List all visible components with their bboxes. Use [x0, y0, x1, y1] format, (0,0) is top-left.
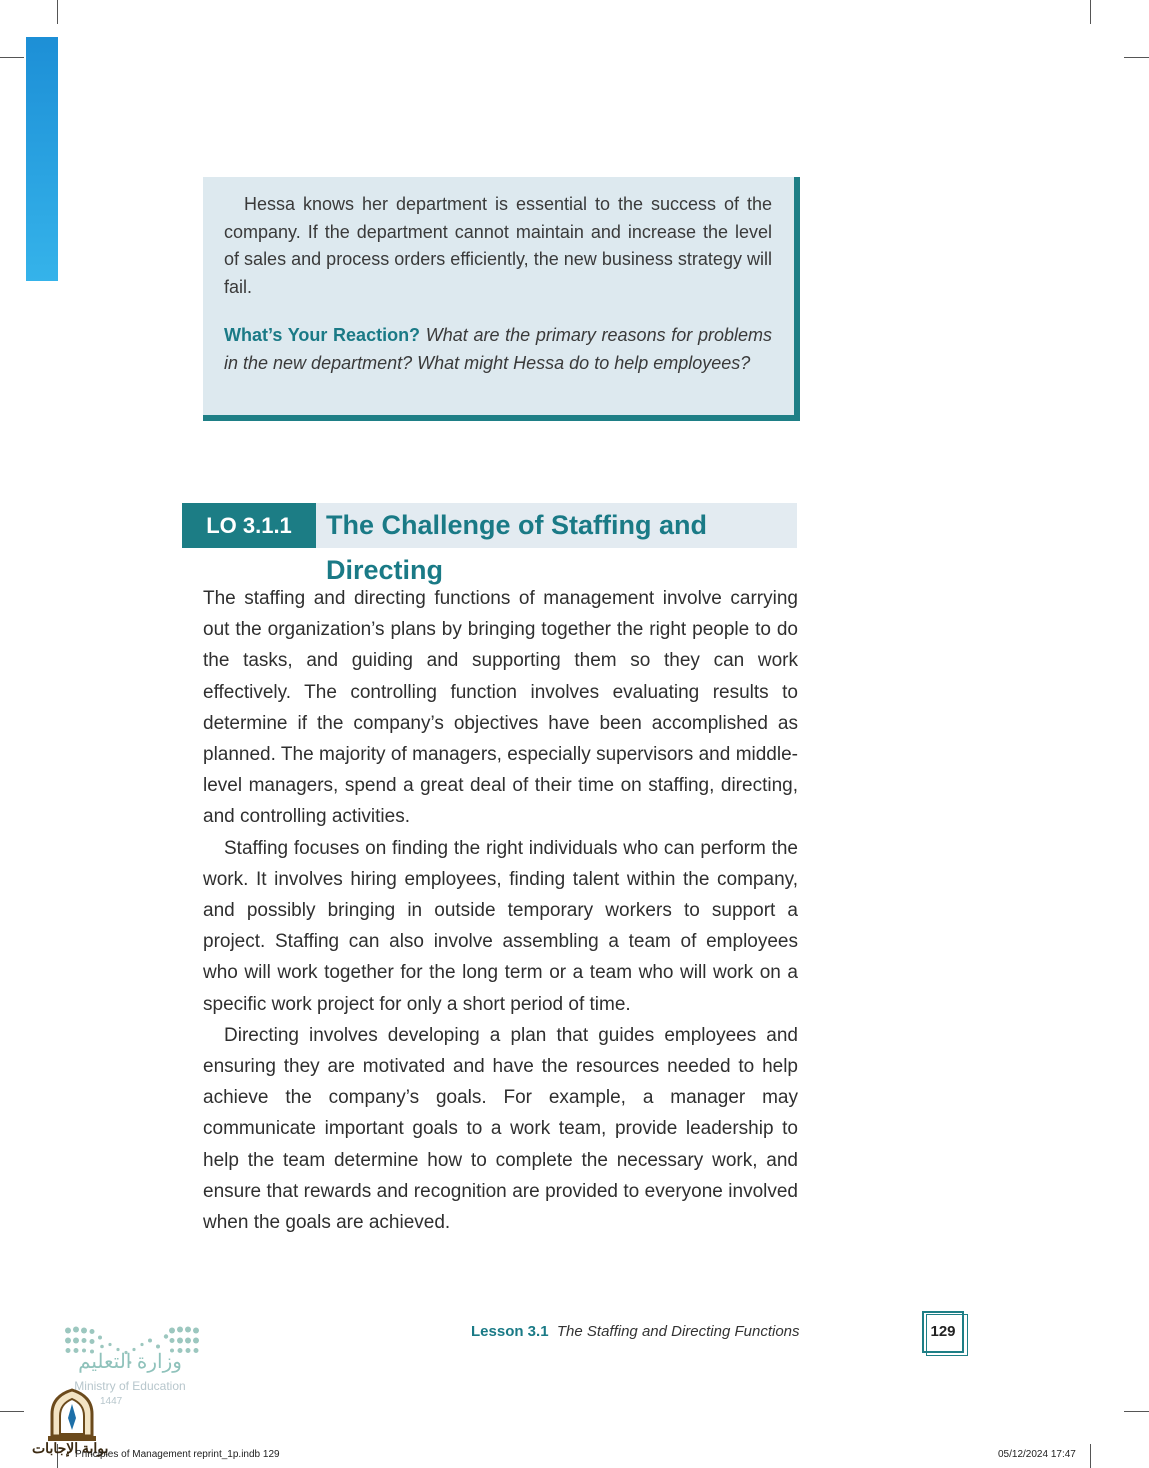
running-footer	[471, 1323, 800, 1340]
page-number: 129	[922, 1311, 964, 1353]
reaction-prompt	[224, 322, 772, 377]
body-paragraph: Staffing focuses on finding the right individuals who can perform the work. It involves hiring employees, finding talent within the company, and possibly bringing in outside temporary workers to support a project. Staffing can also involve assembling a team of employees who will work together for the long term or a team who will work on a specific work project for only a short period of time.	[203, 837, 798, 1015]
section-title: The Challenge of Staffing and Directing	[316, 503, 797, 548]
reaction-label: What’s Your Reaction?	[224, 325, 421, 345]
body-text	[203, 583, 798, 1238]
crop-mark	[1124, 1411, 1149, 1412]
ministry-name-english: Ministry of Education	[74, 1379, 186, 1393]
reaction-question: What are the primary reasons for problems in the new department? What might Hessa do to help employees?	[224, 325, 772, 373]
ministry-year: 1447	[100, 1396, 123, 1407]
learning-objective-code: LO 3.1.1	[182, 503, 316, 548]
print-slug-datetime: 05/12/2024 17:47	[998, 1449, 1076, 1460]
case-study-paragraph: Hessa knows her department is essential to the success of the company. If the department cannot maintain and increase the level of sales and process orders efficiently, the new business strategy will fail.	[224, 194, 772, 297]
crop-mark	[1090, 0, 1091, 24]
body-paragraph: Directing involves developing a plan that guides employees and ensuring they are motivated and have the resources needed to help achieve the company’s goals. For example, a manager may communicate important goals to a work team, provide leadership to help the team determine how to complete the necessary work, and ensure that rewards and recognition are provided to everyone involved when the goals are achieved.	[203, 1024, 798, 1234]
crop-mark	[1090, 1444, 1091, 1468]
print-slug-file: Principles of Management reprint_1p.indb 129	[75, 1449, 280, 1460]
crop-mark	[1124, 57, 1149, 58]
body-paragraph: The staffing and directing functions of management involve carrying out the organization’s plans by bringing together the right people to do the tasks, and guiding and supporting them so they can work effectively. The controlling function involves evaluating results to determine if the company’s objectives have been accomplished as planned. The majority of managers, especially supervisors and middle-level managers, spend a great deal of their time on staffing, directing, and controlling activities.	[203, 588, 798, 828]
crop-mark	[57, 0, 58, 24]
ministry-name-arabic: وزارة التعليم	[78, 1351, 182, 1373]
watermark-text: بوابة الإجابات	[32, 1440, 109, 1456]
case-study-box	[203, 177, 800, 421]
crop-mark	[0, 57, 24, 58]
lesson-label: Lesson 3.1	[471, 1323, 549, 1340]
crop-mark	[0, 1411, 24, 1412]
chapter-side-tab	[26, 37, 58, 281]
lesson-title: The Staffing and Directing Functions	[556, 1323, 800, 1340]
